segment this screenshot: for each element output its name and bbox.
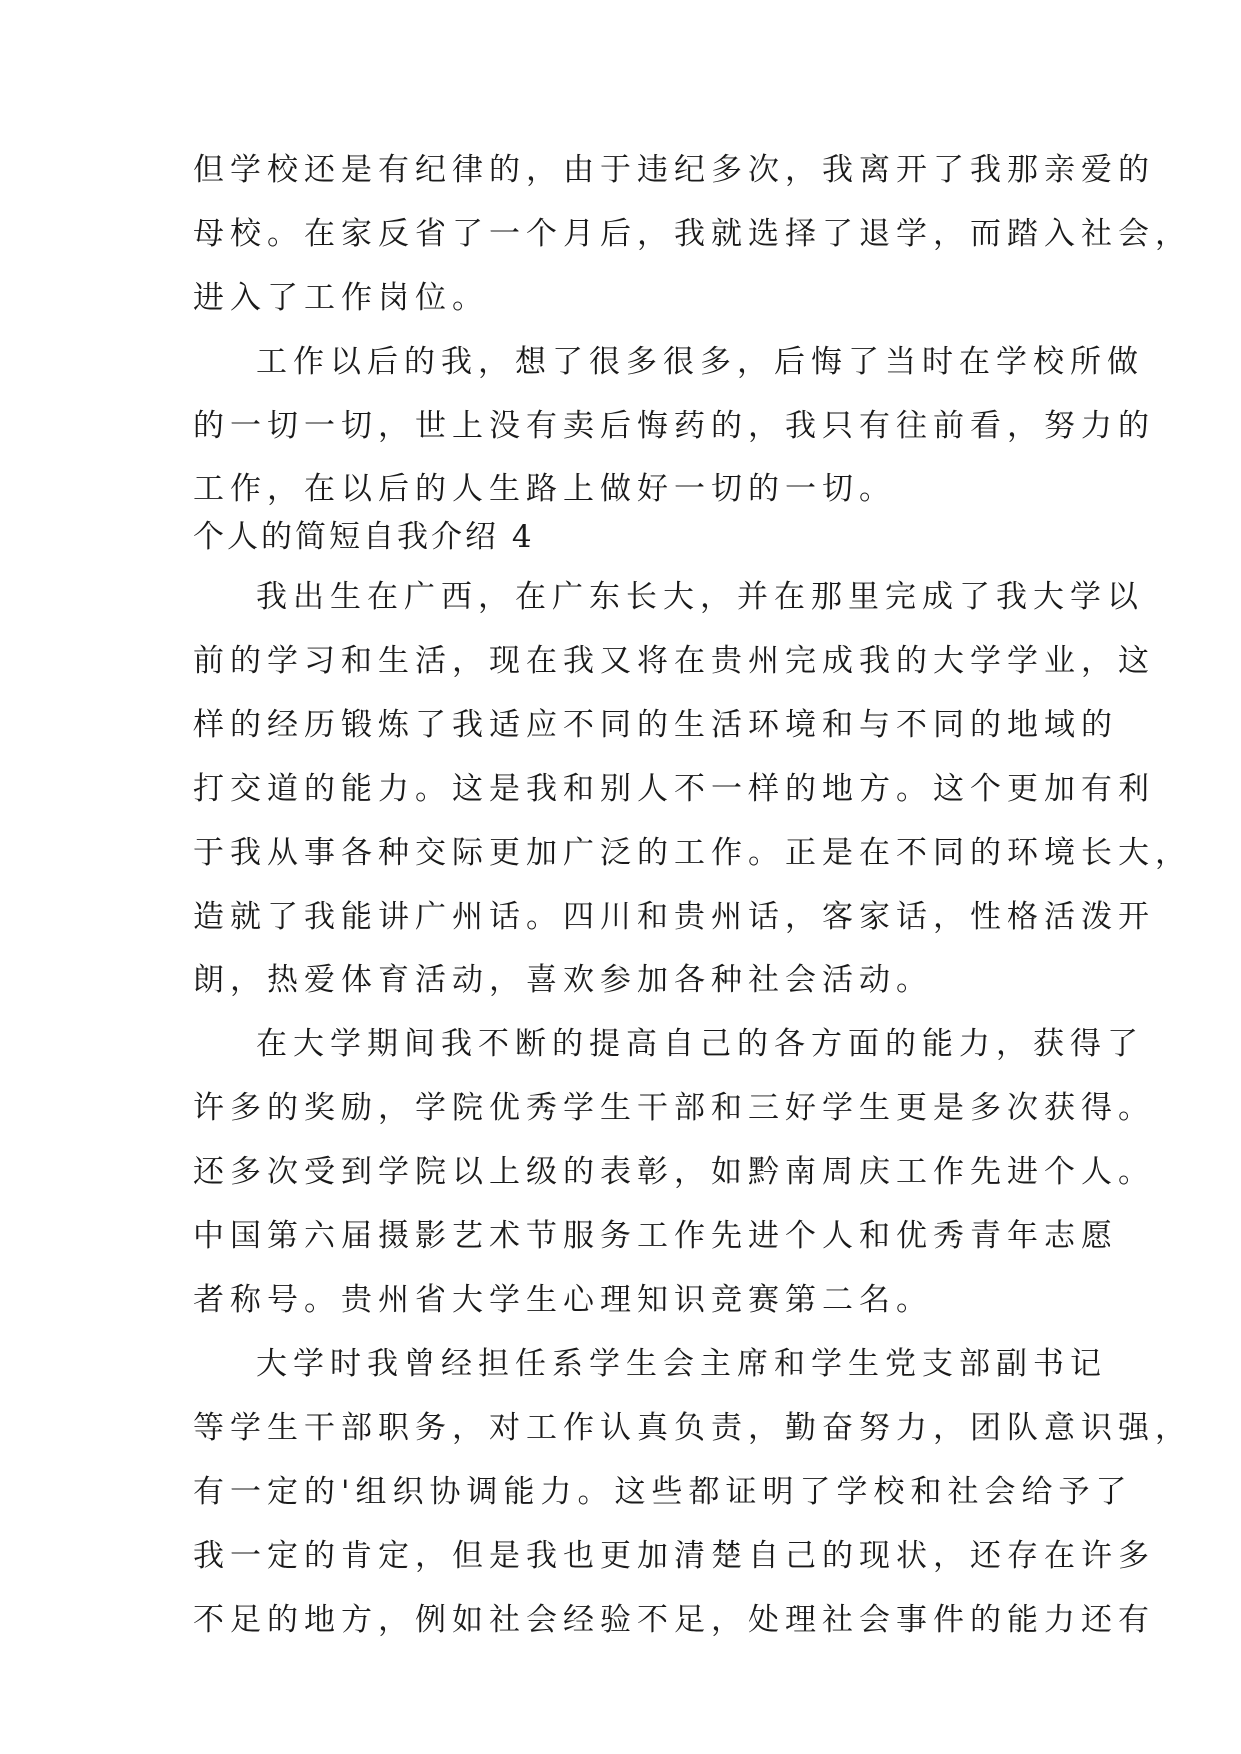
paragraph-line: 等学生干部职务，对工作认真负责，勤奋努力，团队意识强， [193,1410,1192,1446]
paragraph-line: 大学时我曾经担任系学生会主席和学生党支部副书记 [256,1346,1107,1382]
paragraph-line: 我出生在广西，在广东长大，并在那里完成了我大学以 [256,579,1144,615]
paragraph-line: 进入了工作岗位。 [193,280,489,316]
paragraph-line: 打交道的能力。这是我和别人不一样的地方。这个更加有利 [193,771,1155,807]
paragraph-line: 中国第六届摄影艺术节服务工作先进个人和优秀青年志愿 [193,1218,1118,1254]
paragraph-line: 的一切一切，世上没有卖后悔药的，我只有往前看，努力的 [193,408,1155,444]
paragraph-line: 造就了我能讲广州话。四川和贵州话，客家话，性格活泼开 [193,899,1155,935]
paragraph-line: 于我从事各种交际更加广泛的工作。正是在不同的环境长大， [193,835,1192,871]
paragraph-line: 不足的地方，例如社会经验不足，处理社会事件的能力还有 [193,1602,1155,1638]
paragraph-line: 工作，在以后的人生路上做好一切的一切。 [193,471,896,507]
section-heading: 个人的简短自我介绍 4 [193,519,535,555]
paragraph-line: 前的学习和生活，现在我又将在贵州完成我的大学学业，这 [193,643,1155,679]
paragraph-line: 许多的奖励，学院优秀学生干部和三好学生更是多次获得。 [193,1090,1155,1126]
paragraph-line: 者称号。贵州省大学生心理知识竞赛第二名。 [193,1282,933,1318]
paragraph-line: 但学校还是有纪律的，由于违纪多次，我离开了我那亲爱的 [193,152,1155,188]
paragraph-line: 我一定的肯定，但是我也更加清楚自己的现状，还存在许多 [193,1538,1155,1574]
paragraph-line: 工作以后的我，想了很多很多，后悔了当时在学校所做 [256,344,1144,380]
paragraph-line: 还多次受到学院以上级的表彰，如黔南周庆工作先进个人。 [193,1154,1155,1190]
paragraph-line: 母校。在家反省了一个月后，我就选择了退学，而踏入社会， [193,216,1192,252]
paragraph-line: 有一定的'组织协调能力。这些都证明了学校和社会给予了 [193,1474,1133,1510]
paragraph-line: 朗，热爱体育活动，喜欢参加各种社会活动。 [193,962,933,998]
paragraph-line: 样的经历锻炼了我适应不同的生活环境和与不同的地域的 [193,707,1118,743]
paragraph-line: 在大学期间我不断的提高自己的各方面的能力，获得了 [256,1026,1144,1062]
